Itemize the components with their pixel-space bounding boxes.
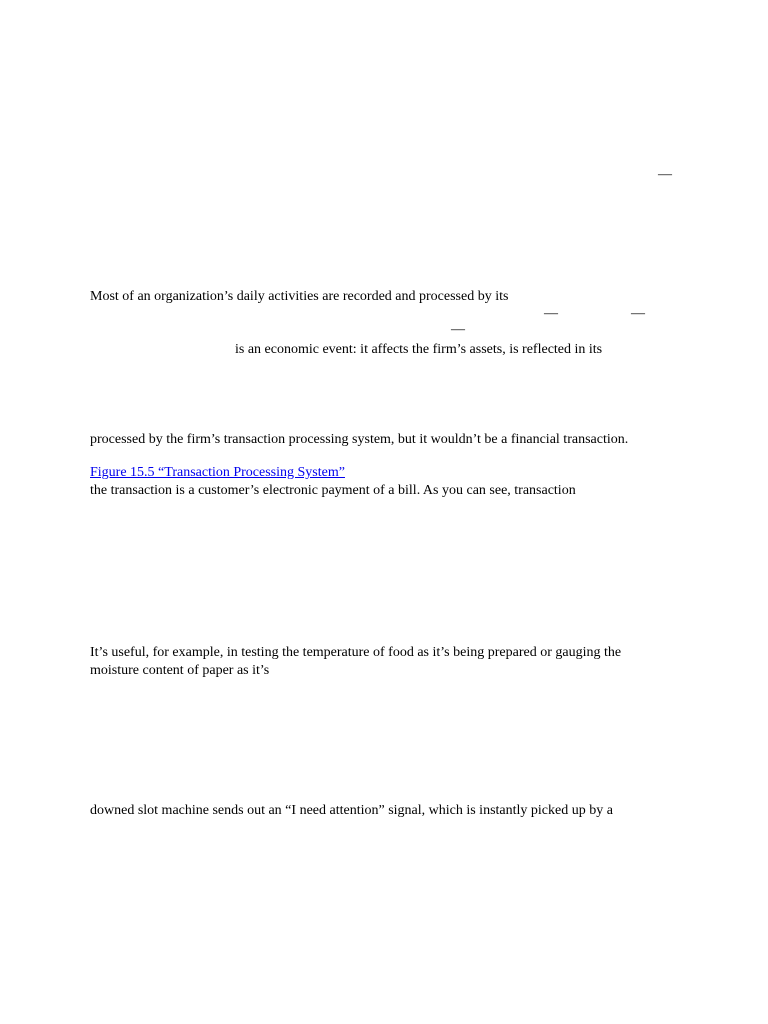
em-dash: —: [658, 167, 672, 182]
text-line: processed by the firm’s transaction processing system, but it wouldn’t be a financial transaction.: [90, 432, 629, 447]
text-line: downed slot machine sends out an “I need attention” signal, which is instantly picked up by a: [90, 803, 613, 818]
figure-link[interactable]: Figure 15.5 “Transaction Processing System”: [90, 465, 345, 480]
text-line: Most of an organization’s daily activities are recorded and processed by its: [90, 289, 509, 304]
text-line: moisture content of paper as it’s: [90, 663, 270, 678]
text-line: the transaction is a customer’s electronic payment of a bill. As you can see, transaction: [90, 483, 576, 498]
text-line: is an economic event: it affects the firm’s assets, is reflected in its: [235, 342, 603, 357]
em-dash: —: [544, 306, 558, 321]
em-dash: —: [451, 322, 465, 337]
text-line: It’s useful, for example, in testing the temperature of food as it’s being prepared or gauging the: [90, 645, 622, 660]
em-dash: —: [631, 306, 645, 321]
